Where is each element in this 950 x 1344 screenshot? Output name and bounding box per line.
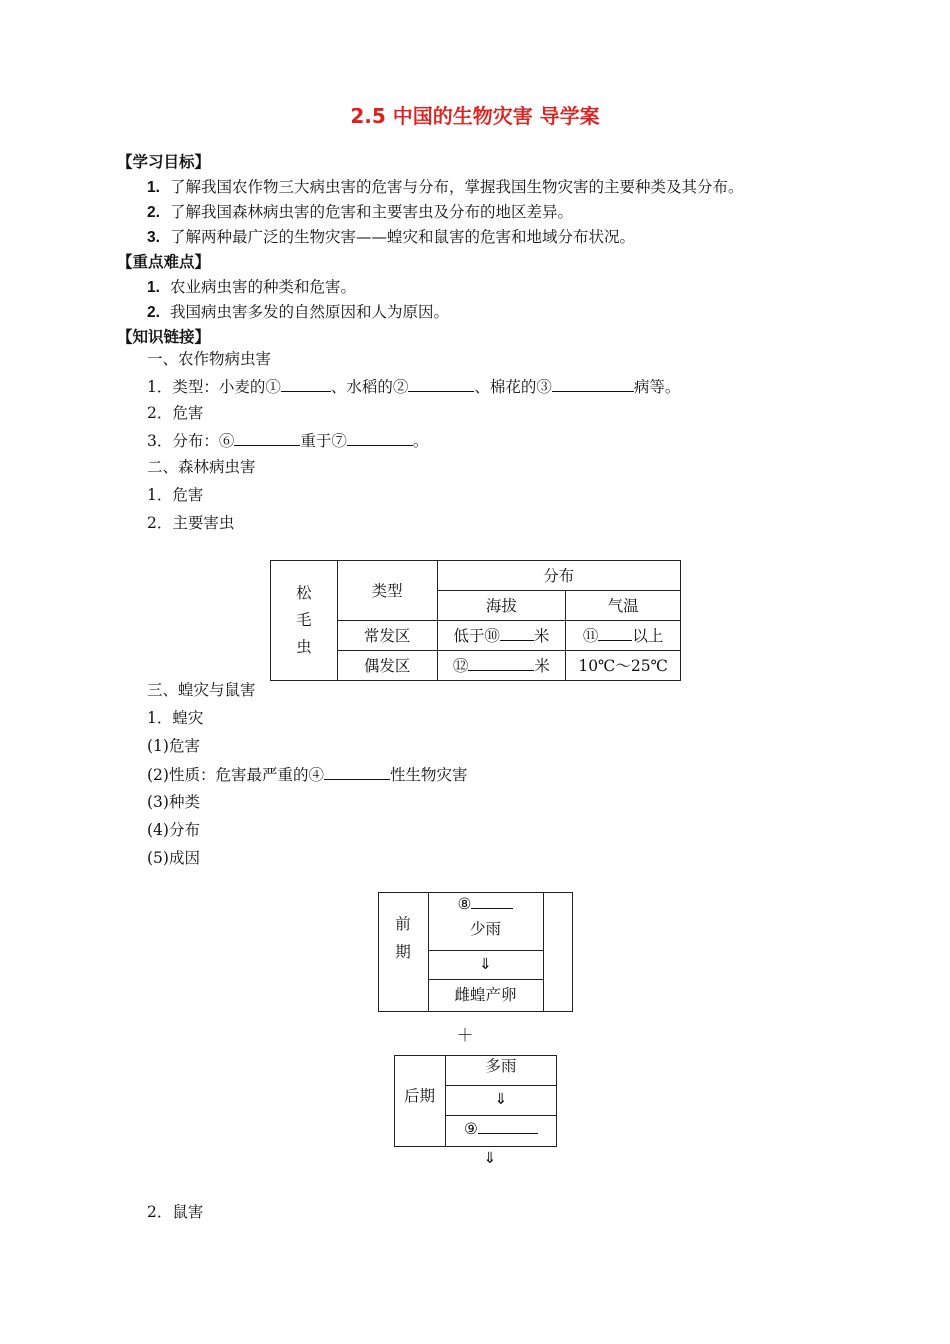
part1-line1 bbox=[147, 376, 680, 397]
part3-title: 三、蝗灾与鼠害 bbox=[147, 681, 256, 699]
objective-num: 2. bbox=[147, 204, 160, 221]
part3-sub1: (1)危害 bbox=[147, 737, 200, 755]
frequent-temperature-cell bbox=[566, 621, 681, 651]
altitude-header: 海拔 bbox=[437, 591, 566, 621]
early-stage-label-text: 前期 bbox=[395, 915, 411, 961]
pine-caterpillar-table bbox=[270, 560, 681, 681]
part1-line2: 2．危害 bbox=[147, 404, 204, 422]
difficulty-text: 我国病虫害多发的自然原因和人为原因。 bbox=[169, 303, 449, 321]
objective-num: 1. bbox=[147, 179, 160, 196]
down-arrow-icon: ⇓ bbox=[479, 955, 492, 973]
objective-num: 3. bbox=[147, 229, 160, 246]
divider bbox=[428, 979, 543, 980]
difficulty-num: 2. bbox=[147, 304, 160, 321]
difficulty-item-1 bbox=[147, 277, 356, 298]
part2-title: 二、森林病虫害 bbox=[147, 458, 256, 476]
part1-title: 一、农作物病虫害 bbox=[147, 350, 272, 368]
divider bbox=[543, 892, 544, 1012]
objective-item-2 bbox=[147, 202, 573, 223]
difficulty-text: 农业病虫害的种类和危害。 bbox=[169, 278, 356, 296]
answer-blank-3[interactable] bbox=[552, 376, 634, 392]
divider bbox=[445, 1115, 557, 1116]
occasional-altitude-cell bbox=[437, 651, 566, 681]
text: ⑧ bbox=[457, 895, 472, 913]
late-stage-label: 后期 bbox=[403, 1087, 435, 1105]
text: 、水稻的② bbox=[330, 378, 409, 396]
early-rain: 少雨 bbox=[469, 920, 501, 938]
objective-text: 了解我国森林病虫害的危害和主要害虫及分布的地区差异。 bbox=[169, 203, 573, 221]
answer-blank-9[interactable] bbox=[478, 1118, 538, 1134]
page-title: 2.5 中国的生物灾害 导学案 bbox=[350, 104, 600, 128]
text: (2)性质：危害最严重的④ bbox=[147, 766, 324, 784]
text: ⑨ bbox=[464, 1120, 478, 1138]
divider bbox=[445, 1085, 557, 1086]
down-arrow-icon: ⇓ bbox=[494, 1090, 508, 1108]
answer-blank-6[interactable] bbox=[234, 430, 300, 446]
early-result: 雌蝗产卵 bbox=[454, 986, 517, 1004]
answer-blank-4[interactable] bbox=[324, 764, 390, 780]
occasional-temperature-cell: 10℃～25℃ bbox=[566, 651, 681, 681]
distribution-header: 分布 bbox=[437, 561, 680, 591]
frequent-altitude-cell bbox=[437, 621, 566, 651]
pest-name: 松毛虫 bbox=[296, 584, 312, 656]
text: 、棉花的③ bbox=[474, 378, 552, 396]
text: 3．分布：⑥ bbox=[147, 432, 235, 450]
text: 米 bbox=[533, 627, 550, 645]
text: 。 bbox=[412, 432, 429, 450]
part3-line2: 2．鼠害 bbox=[147, 1203, 204, 1221]
text: 病等。 bbox=[633, 378, 681, 396]
objective-item-1 bbox=[147, 177, 743, 198]
plus-icon: ＋ bbox=[456, 1026, 474, 1046]
type-header: 类型 bbox=[337, 561, 437, 621]
early-blank-line bbox=[428, 893, 543, 914]
down-arrow-icon: ⇓ bbox=[483, 1149, 497, 1167]
pest-name-cell bbox=[271, 561, 338, 681]
text: 性生物灾害 bbox=[389, 766, 468, 784]
text: 重于⑦ bbox=[300, 432, 347, 450]
answer-blank-7[interactable] bbox=[347, 430, 413, 446]
knowledge-heading: 【知识链接】 bbox=[117, 328, 211, 346]
late-blank-line bbox=[445, 1118, 557, 1139]
text: 以上 bbox=[632, 627, 664, 645]
frequent-zone-cell: 常发区 bbox=[337, 621, 437, 651]
text: ⑪ bbox=[582, 627, 599, 645]
answer-blank-8[interactable] bbox=[471, 893, 513, 909]
answer-blank-12[interactable] bbox=[468, 655, 534, 671]
divider bbox=[428, 950, 543, 951]
part3-line1: 1．蝗灾 bbox=[147, 709, 204, 727]
objective-text: 了解两种最广泛的生物灾害——蝗灾和鼠害的危害和地域分布状况。 bbox=[169, 228, 635, 246]
difficulty-item-2 bbox=[147, 302, 449, 323]
objective-text: 了解我国农作物三大病虫害的危害与分布，掌握我国生物灾害的主要种类及其分布。 bbox=[169, 178, 744, 196]
objectives-heading: 【学习目标】 bbox=[117, 153, 211, 171]
objective-item-3 bbox=[147, 227, 635, 248]
part1-line3 bbox=[147, 430, 428, 451]
text: ⑫ bbox=[452, 657, 469, 675]
text: 低于⑩ bbox=[453, 627, 500, 645]
difficulties-heading: 【重点难点】 bbox=[117, 253, 211, 271]
answer-blank-11[interactable] bbox=[598, 625, 632, 641]
temperature-header: 气温 bbox=[566, 591, 681, 621]
part3-sub4: (4)分布 bbox=[147, 821, 200, 839]
answer-blank-1[interactable] bbox=[281, 376, 331, 392]
part3-sub5: (5)成因 bbox=[147, 849, 200, 867]
early-stage-label bbox=[378, 910, 428, 966]
part2-line1: 1．危害 bbox=[147, 486, 204, 504]
part2-line2: 2．主要害虫 bbox=[147, 514, 235, 532]
text: 1．类型：小麦的① bbox=[147, 378, 281, 396]
difficulty-num: 1. bbox=[147, 279, 160, 296]
part3-sub3: (3)种类 bbox=[147, 793, 200, 811]
part3-sub2 bbox=[147, 764, 467, 785]
text: 米 bbox=[534, 657, 550, 675]
occasional-zone-cell: 偶发区 bbox=[337, 651, 437, 681]
answer-blank-10[interactable] bbox=[500, 625, 534, 641]
answer-blank-2[interactable] bbox=[408, 376, 474, 392]
late-rain: 多雨 bbox=[485, 1057, 517, 1075]
